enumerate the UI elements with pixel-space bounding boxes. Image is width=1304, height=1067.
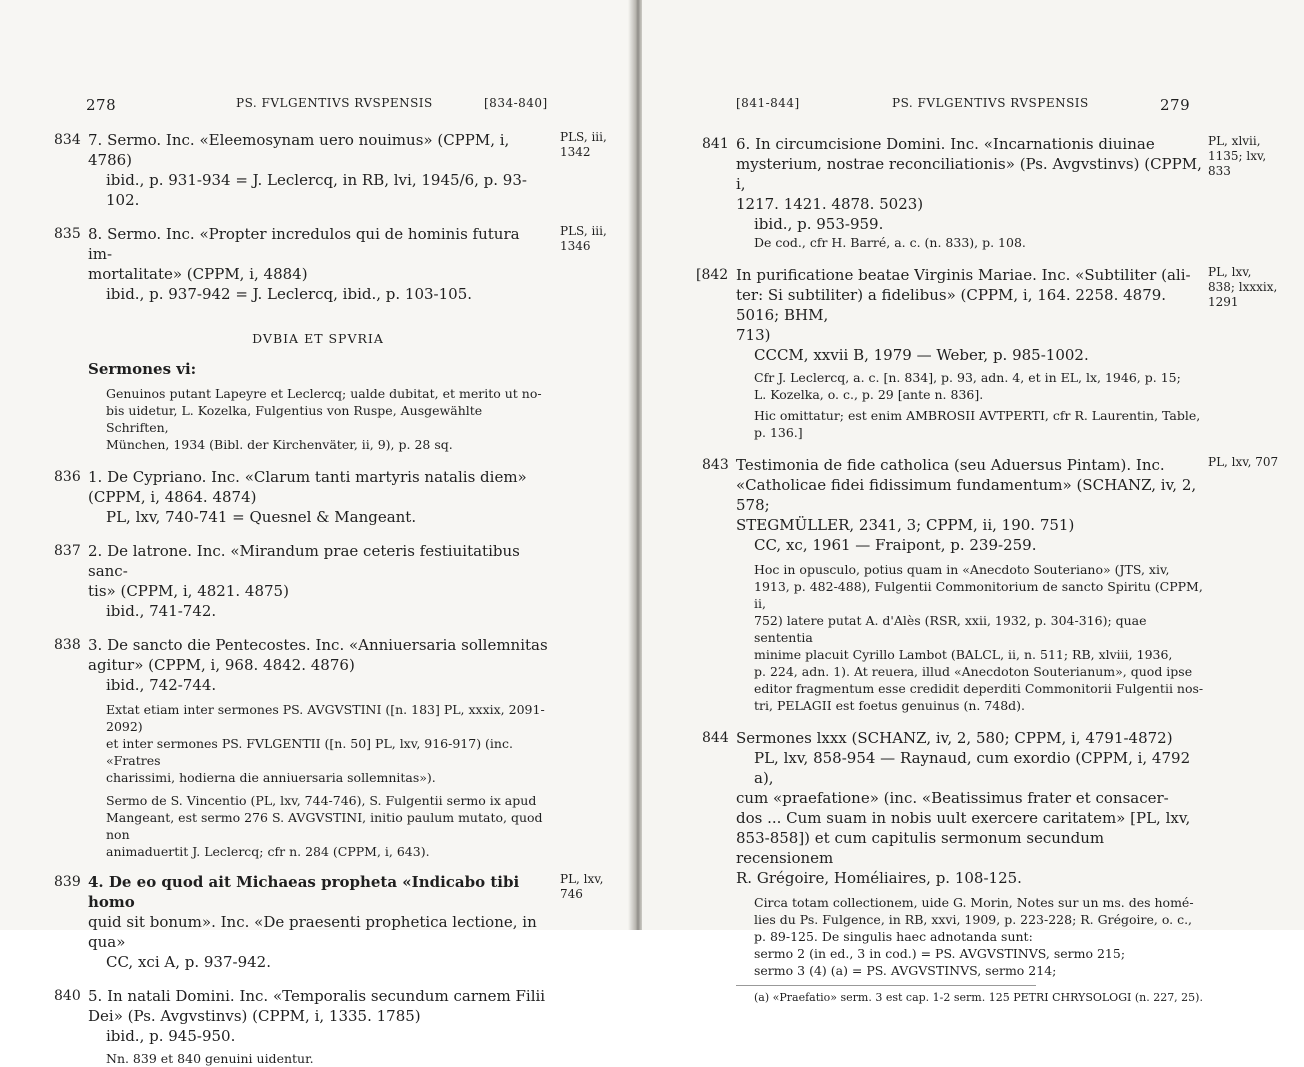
entry-text: 3. De sancto die Pentecostes. Inc. «Anniuersaria sollemnitas	[88, 636, 548, 654]
note-line: Sermo de S. Vincentio (PL, lxv, 744-746), S. Fulgentii sermo ix apud	[106, 793, 537, 808]
entry-text: Sermones lxxx (SCHANZ, iv, 2, 580; CPPM, i, 4791-4872)	[736, 729, 1173, 747]
entry-838	[54, 635, 548, 695]
entry-sideref: PL, lxv, 707	[1208, 455, 1279, 469]
entry-text: 5. In natali Domini. Inc. «Temporalis secundum carnem Filii	[88, 987, 546, 1005]
note-extat	[88, 701, 548, 786]
entry-836	[54, 467, 548, 527]
entry-number: [842	[696, 267, 729, 283]
note-line: p. 224, adn. 1). At reuera, illud «Anecdoton Souterianum», quod ipse	[754, 664, 1193, 679]
note-line: München, 1934 (Bibl. der Kirchenväter, ii, 9), p. 28 sq.	[106, 437, 453, 452]
note-843	[736, 561, 1206, 714]
entry-text: 853-858]) et cum capitulis sermonum secundum recensionem	[736, 829, 1105, 867]
entry-842	[696, 265, 1278, 365]
entry-text: Testimonia de fide catholica (seu Aduersus Pintam). Inc.	[736, 456, 1165, 474]
entry-837	[54, 541, 548, 621]
note-line: Mangeant, est sermo 276 S. AVGVSTINI, initio paulum mutato, quod non	[106, 810, 543, 842]
entry-text: 713)	[736, 326, 771, 344]
footnote: (a) «Praefatio» serm. 3 est cap. 1-2 serm. 125 PETRI CHRYSOLOGI (n. 227, 25).	[754, 991, 1203, 1004]
left-range: [834-840]	[484, 96, 548, 110]
entry-number: 843	[702, 457, 729, 473]
right-body	[696, 134, 1279, 1005]
note-line: bis uidetur, L. Kozelka, Fulgentius von Ruspe, Ausgewählte Schriften,	[106, 403, 483, 435]
entry-edition: ibid., p. 937-942 = J. Leclercq, ibid., p. 103-105.	[106, 285, 473, 303]
entry-text: 8. Sermo. Inc. «Propter incredulos qui de hominis futura im-	[88, 225, 520, 263]
note-842-omittatur	[736, 407, 1206, 441]
entry-text: R. Grégoire, Homéliaires, p. 108-125.	[736, 869, 1022, 887]
left-running-title: PS. FVLGENTIVS RVSPENSIS	[236, 96, 433, 110]
entry-note: De cod., cfr H. Barré, a. c. (n. 833), p. 108.	[754, 235, 1026, 250]
entry-sideref: PLS, iii, 1342	[560, 130, 607, 159]
right-page	[642, 0, 1304, 1004]
entry-834	[54, 130, 607, 210]
entry-text: tis» (CPPM, i, 4821. 4875)	[88, 582, 289, 600]
note-line: Hic omittatur; est enim AMBROSII AVTPERTI, cfr R. Laurentin, Table,	[754, 408, 1201, 423]
entry-text: dos ... Cum suam in nobis uult exercere caritatem» [PL, lxv,	[736, 809, 1191, 827]
entry-text: 1. De Cypriano. Inc. «Clarum tanti martyris natalis diem»	[88, 468, 527, 486]
right-folio: 279	[1160, 96, 1191, 114]
entry-edition: PL, lxv, 740-741 = Quesnel & Mangeant.	[106, 508, 417, 526]
note-842-cfr	[736, 369, 1206, 403]
entry-text: quid sit bonum». Inc. «De praesenti prophetica lectione, in	[88, 913, 537, 931]
note-line: 1913, p. 482-488), Fulgentii Commonitorium de sancto Spiritu (CPPM, ii,	[754, 579, 1203, 611]
note-line: minime placuit Cyrillo Lambot (BALCL, ii, n. 511; RB, xlviii, 1936,	[754, 647, 1173, 662]
note-line: Extat etiam inter sermones PS. AVGVSTINI ([n. 183] PL, xxxix, 2091-2092)	[106, 702, 545, 734]
note-line: 752) latere putat A. d'Alès (RSR, xxii, 1932, p. 304-316); quae sententia	[754, 613, 1147, 645]
entry-number: 839	[54, 874, 81, 890]
entry-text: ter: Si subtiliter) a fidelibus» (CPPM, i, 164. 2258. 4879. 5016; BHM,	[736, 286, 1167, 324]
entry-number: 835	[54, 226, 81, 242]
entry-number: 834	[54, 132, 81, 148]
entry-839	[54, 872, 604, 972]
left-folio: 278	[86, 96, 117, 114]
entry-text: mysterium, nostrae reconciliationis» (Ps. Avgvstinvs) (CPPM, i,	[736, 155, 1202, 193]
right-range: [841-844]	[736, 96, 800, 110]
left-page	[0, 0, 634, 1066]
entry-number: 841	[702, 136, 729, 152]
note-line: editor fragmentum esse credidit deperditi Commonitorii Fulgentii nos-	[754, 681, 1204, 696]
sermones-heading: Sermones vi:	[88, 360, 197, 378]
entry-text: «Catholicae fidei fidissimum fundamentum» (SCHANZ, iv, 2, 578;	[736, 476, 1197, 514]
entry-edition: PL, lxv, 858-954 — Raynaud, cum exordio (CPPM, i, 4792 a),	[754, 749, 1191, 787]
entry-number: 844	[702, 730, 729, 746]
entry-sideref: PL, xlvii, 1135; lxv, 833	[1208, 134, 1267, 178]
entry-text: In purificatione beatae Virginis Mariae. Inc. «Subtiliter (ali-	[736, 266, 1191, 284]
entry-text: 6. In circumcisione Domini. Inc. «Incarnationis diuinae	[736, 135, 1155, 153]
entry-number: 840	[54, 988, 81, 1004]
entry-edition: CCCM, xxvii B, 1979 — Weber, p. 985-1002.	[754, 346, 1089, 364]
note-line: et inter sermones PS. FVLGENTII ([n. 50] PL, lxv, 916-917) (inc. «Fratres	[106, 736, 513, 768]
entry-835	[54, 224, 607, 304]
entry-number: 838	[54, 637, 81, 653]
note-genuinos	[88, 385, 548, 453]
entry-edition: ibid., 742-744.	[106, 676, 217, 694]
note-line: charissimi, hodierna die anniuersaria sollemnitas»).	[106, 770, 436, 785]
entry-sideref: PL, lxv, 746	[560, 872, 604, 901]
entry-sideref: PL, lxv, 838; lxxxix, 1291	[1208, 265, 1278, 309]
note-line: Genuinos putant Lapeyre et Leclercq; ualde dubitat, et merito ut no-	[106, 386, 542, 401]
note-genuini: Nn. 839 et 840 genuini uidentur.	[106, 1051, 314, 1066]
note-line: Cfr J. Leclercq, a. c. [n. 834], p. 93, adn. 4, et in EL, lx, 1946, p. 15;	[754, 370, 1181, 385]
entry-edition: CC, xci A, p. 937-942.	[106, 953, 271, 971]
entry-text: mortalitate» (CPPM, i, 4884)	[88, 265, 308, 283]
entry-number: 837	[54, 543, 81, 559]
note-line: animaduertit J. Leclercq; cfr n. 284 (CPPM, i, 643).	[106, 844, 430, 859]
entry-843	[702, 455, 1279, 555]
note-line: sermo 3 (4) (a) = PS. AVGVSTINVS, sermo 214;	[754, 963, 1057, 978]
entry-text: 2. De latrone. Inc. «Mirandum prae ceteris festiuitatibus sanc-	[88, 542, 520, 580]
note-line: p. 89-125. De singulis haec adnotanda sunt:	[754, 929, 1033, 944]
entry-text: agitur» (CPPM, i, 968. 4842. 4876)	[88, 656, 355, 674]
entry-text: 4. De eo quod ait Michaeas propheta «Indicabo tibi homo	[88, 873, 520, 911]
note-line: tri, PELAGII est foetus genuinus (n. 748d).	[754, 698, 1026, 713]
entry-text: 7. Sermo. Inc. «Eleemosynam uero nouimus» (CPPM, i, 4786)	[88, 131, 510, 169]
entry-841	[702, 134, 1267, 251]
entry-text: STEGMÜLLER, 2341, 3; CPPM, ii, 190. 751)	[736, 516, 1075, 534]
left-body	[54, 130, 607, 1067]
note-line: L. Kozelka, o. c., p. 29 [ante n. 836].	[754, 387, 984, 402]
entry-text: cum «praefatione» (inc. «Beatissimus frater et consacer-	[736, 789, 1169, 807]
entry-text: qua»	[88, 933, 126, 951]
entry-number: 836	[54, 469, 81, 485]
entry-text: Dei» (Ps. Avgvstinvs) (CPPM, i, 1335. 1785)	[88, 1007, 421, 1025]
note-line: Hoc in opusculo, potius quam in «Anecdoto Souteriano» (JTS, xiv,	[754, 562, 1170, 577]
entry-edition: ibid., p. 931-934 = J. Leclercq, in RB, lvi, 1945/6, p. 93-102.	[106, 171, 527, 209]
right-running-title: PS. FVLGENTIVS RVSPENSIS	[892, 96, 1089, 110]
note-line: sermo 2 (in ed., 3 in cod.) = PS. AVGVSTINVS, sermo 215;	[754, 946, 1126, 961]
note-line: p. 136.]	[754, 425, 803, 440]
note-844	[736, 894, 1206, 979]
note-vincentio	[88, 792, 548, 860]
entry-844	[702, 728, 1206, 888]
entry-840	[54, 986, 548, 1046]
entry-text: (CPPM, i, 4864. 4874)	[88, 488, 257, 506]
entry-edition: ibid., 741-742.	[106, 602, 217, 620]
note-line: lies du Ps. Fulgence, in RB, xxvi, 1909, p. 223-228; R. Grégoire, o. c.,	[754, 912, 1193, 927]
note-line: Circa totam collectionem, uide G. Morin, Notes sur un ms. des homé-	[754, 895, 1194, 910]
entry-edition: CC, xc, 1961 — Fraipont, p. 239-259.	[754, 536, 1037, 554]
entry-edition: ibid., p. 945-950.	[106, 1027, 236, 1045]
entry-text: 1217. 1421. 4878. 5023)	[736, 195, 924, 213]
entry-edition: ibid., p. 953-959.	[754, 215, 884, 233]
entry-sideref: PLS, iii, 1346	[560, 224, 607, 253]
section-heading: DVBIA ET SPVRIA	[252, 331, 384, 346]
